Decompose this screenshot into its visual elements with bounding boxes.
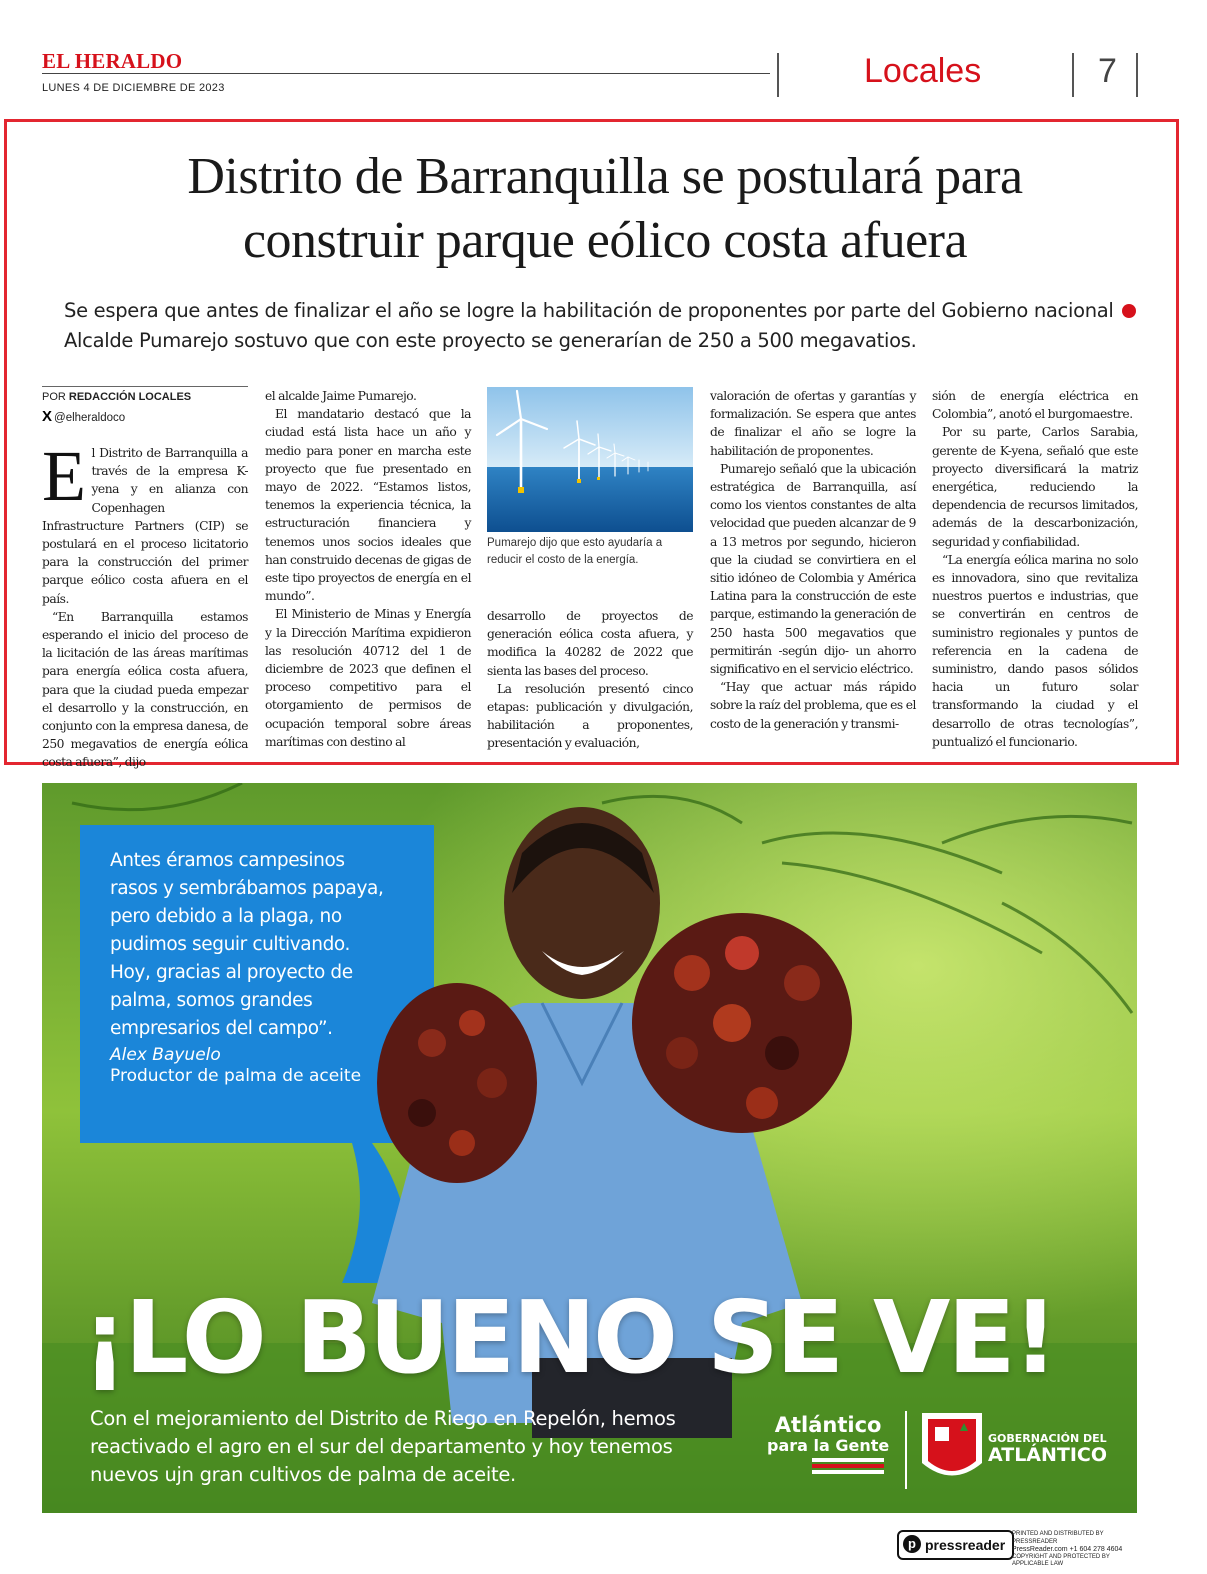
page-number: 7 [1098,52,1117,90]
paragraph: el alcalde Jaime Pumarejo. [265,389,417,403]
byline [42,391,191,403]
paragraph: desarrollo de proyectos de generación eólica costa afuera, y modifica la 40282 de 2022 que sienta las bases del proceso. [487,609,693,678]
quote-line: rasos y sembrábamos papaya, [110,878,384,899]
header-divider [1072,53,1074,97]
author-role: Productor de palma de aceite [110,1066,362,1086]
quote-line: Antes éramos campesinos [110,850,345,871]
author-name: Alex Bayuelo [110,1045,221,1065]
article-lead [64,296,1144,356]
wind-farm-photo [487,387,693,532]
headline-line: Distrito de Barranquilla se postulará para [187,148,1023,205]
gobernacion-logo [988,1432,1107,1466]
quote-line: palma, somos grandes [110,990,313,1011]
article-headline [30,145,1180,273]
fine-print-line: PRINTED AND DISTRIBUTED BY PRESSREADER [1012,1531,1104,1545]
paragraph: “En Barranquilla estamos esperando el inicio del proceso de la licitación de las áreas marítimas para energía eólica costa afuera, para que la ciudad pueda empezar el desarrollo y la construcción, en conjunto con la empresa danesa, de 250 megavatios de energía eólica costa afuera”, dijo [42,609,248,770]
paragraph: sión de energía eléctrica en Colombia”, anotó el burgomaestre. [932,389,1138,422]
brand-line: para la Gente [767,1436,890,1455]
bullet-dot-icon [1122,304,1136,318]
paragraph: valoración de ofertas y garantías y formalización. Se espera que antes de finalizar el año se logre la habilitación de proponentes. [710,389,916,458]
fine-print-line: PressReader.com +1 604 278 4604 [1012,1546,1123,1553]
paragraph: El mandatario destacó que la ciudad está lista hace un año y medio para poner en marcha este proyecto que fue presentado en mayo de 2022. “Estamos listos, tenemos la experiencia técnica, la estructuración financiera y tenemos unos socios ideales que han construido decenas de gigas de este tipo proyectos de energía en el mundo”. [265,407,471,604]
pressreader-logo [897,1530,1014,1560]
ad-slogan: ¡LO BUENO SE VE! [82,1279,1056,1396]
photo-caption: Pumarejo dijo que esto ayudaría a reducir el costo de la energía. [487,537,663,566]
quote-line: empresarios del campo”. [110,1018,333,1039]
article-column-3 [487,607,693,753]
paragraph: Por su parte, Carlos Sarabia, gerente de K-yena, señaló que este proyecto diversificará la matriz energética, reduciendo la dependencia de recursos limitados, además de la descarbonización, seguridad y confiabilidad. [932,425,1138,549]
pressreader-p-icon: p [903,1535,921,1553]
lead-text: Se espera que antes de finalizar el año se logre la habilitación de proponentes por parte del Gobierno nacional [64,299,1114,322]
ad-body-line: reactivado el agro en el sur del departamento y hoy tenemos [90,1435,673,1458]
paragraph: El Ministerio de Minas y Energía y la Dirección Marítima expidieron las resolución 40712 del 1 de diciembre de 2023 que definen el proceso competitivo para el otorgamiento de permisos de ocupación temporal sobre áreas marítimas con destino al [265,607,471,749]
byline-author: REDACCIÓN LOCALES [68,391,192,403]
issue-date: LUNES 4 DE DICIEMBRE DE 2023 [42,82,225,94]
pressreader-fine-print [1012,1531,1147,1569]
newspaper-logo: EL HERALDO [42,49,183,73]
testimonial-author [110,1045,361,1087]
paragraph [42,436,248,608]
article-column-2 [265,387,471,751]
gov-line: GOBERNACIÓN DEL [988,1432,1107,1445]
quote-line: pero debido a la plaga, no [110,906,342,927]
header-rule [42,73,770,74]
ad-body-line: Con el mejoramiento del Distrito de Riego en Repelón, hemos [90,1407,676,1430]
testimonial-quote [110,847,410,1043]
paragraph-text: l Distrito de Barranquilla a través de la empresa K-yena y en alianza con Copenhagen Infrastructure Partners (CIP) se postulará en el proceso licitatorio para la construcción del primer parque eólico costa afuera en el país. [42,446,248,606]
brand-line: Atlántico [774,1413,882,1437]
article-column-5 [932,387,1138,751]
lead-text: Alcalde Pumarejo sostuvo que con este proyecto se generarían de 250 a 500 megavatios. [64,329,917,352]
pressreader-wordmark: pressreader [925,1537,1006,1553]
header-divider [777,53,779,97]
ad-body-line: nuevos ujn gran cultivos de palma de aceite. [90,1463,516,1486]
article-column-1 [42,436,248,772]
byline-prefix: POR [42,391,66,403]
paragraph: Pumarejo señaló que la ubicación estratégica de Barranquilla, así como los vientos constantes de alta velocidad que pueden alcanzar de 9 a 13 metros por segundo, hicieron que la ciudad se convirtiera en el sitio idóneo de Colombia y América Latina para la construcción de este parque, estimando la generación de 250 hasta 500 megavatios que permitirán -según dijo- un ahorro significativo en el servicio eléctrico. [710,461,916,677]
paragraph: “Hay que actuar más rápido sobre la raíz del problema, que es el costo de la generación y transmi- [710,680,916,731]
handle-text: @elheraldoco [54,412,126,424]
fine-print-line: COPYRIGHT AND PROTECTED BY APPLICABLE LAW [1012,1553,1110,1567]
section-title: Locales [864,52,982,90]
quote-line: pudimos seguir cultivando. [110,934,350,955]
quote-line: Hoy, gracias al proyecto de [110,962,353,983]
x-logo-icon: X [42,408,53,425]
drop-cap: E [42,436,86,516]
header-divider [1136,53,1138,97]
paragraph: La resolución presentó cinco etapas: publicación y divulgación, habilitación a proponentes, presentación y evaluación, [487,681,693,751]
byline-rule [42,386,248,387]
paragraph: “La energía eólica marina no solo es innovadora, sino que revitaliza nuestros puertos e industrias, que se convertirán en centros de suministro regionales y puntos de referencia en la cadena de suministro, dando pasos sólidos hacia un futuro solar transformando la ciudad y el desarrollo de otras tecnologías”, puntualizó el funcionario. [932,552,1138,749]
social-handle [42,408,125,425]
gov-line: ATLÁNTICO [988,1444,1108,1466]
article-column-4 [710,387,916,733]
ad-body-text [90,1405,750,1489]
headline-line: construir parque eólico costa afuera [242,212,968,269]
atlantico-para-la-gente-logo [767,1414,889,1456]
